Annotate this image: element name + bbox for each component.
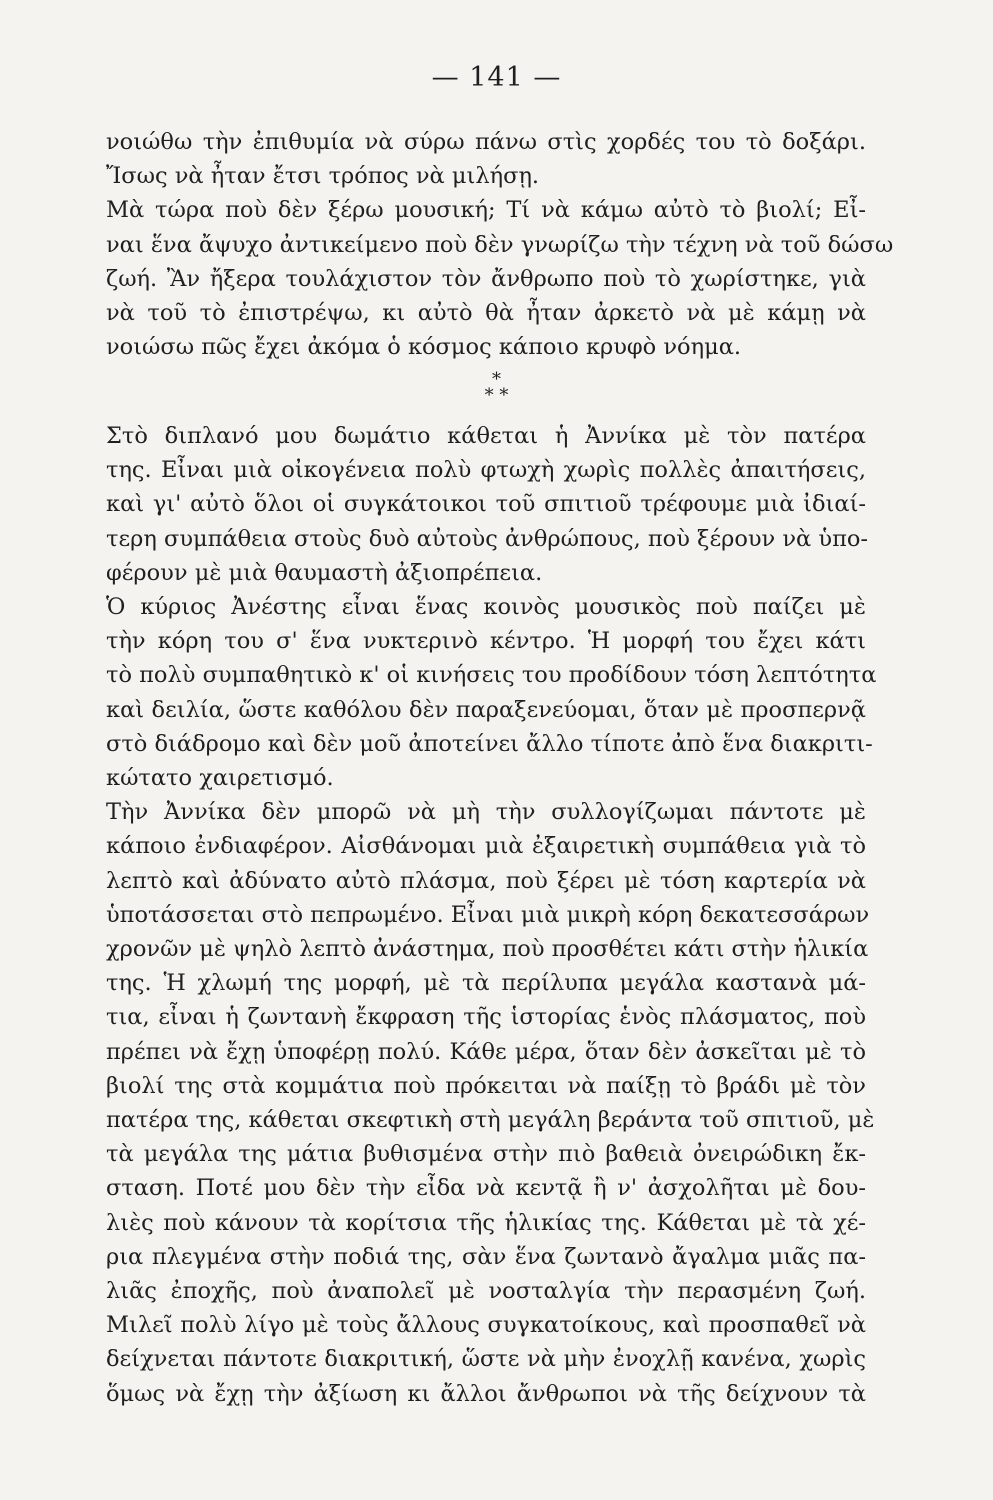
paragraph-5-line-7: τια, εἶναι ἡ ζωντανὴ ἔκφραση τῆς ἱστορίας ἑνὸς πλάσματος, ποὺ [106, 1004, 866, 1031]
paragraph-5-line-13: λιὲς ποὺ κάνουν τὰ κορίτσια τῆς ἡλικίας της. Κάθεται μὲ τὰ χέ- [106, 1209, 866, 1236]
paragraph-5-line-8: πρέπει νὰ ἔχῃ ὑποφέρῃ πολύ. Κάθε μέρα, ὅταν δὲν ἀσκεῖται μὲ τὸ [106, 1038, 866, 1065]
paragraph-5-line-6: της. Ἡ χλωμή της μορφή, μὲ τὰ περίλυπα μεγάλα καστανὰ μά- [106, 970, 866, 997]
paragraph-2-line-1: Μὰ τώρα ποὺ δὲν ξέρω μουσική; Τί νὰ κάμω αὐτὸ τὸ βιολί; Εἶ- [106, 197, 866, 224]
separator-row-2: * * [484, 385, 509, 406]
paragraph-5-line-10: πατέρα της, κάθεται σκεφτικὴ στὴ μεγάλη βεράντα τοῦ σπιτιοῦ, μὲ [106, 1107, 875, 1134]
paragraph-5-line-14: ρια πλεγμένα στὴν ποδιά της, σὰν ἕνα ζωντανὸ ἄγαλμα μιᾶς πα- [106, 1243, 866, 1270]
separator-row-1: * [492, 369, 501, 390]
paragraph-5-line-11: τὰ μεγάλα της μάτια βυθισμένα στὴν πιὸ βαθειὰ ὀνειρώδικη ἔκ- [106, 1141, 866, 1168]
paragraph-4-line-6: κώτατο χαιρετισμό. [106, 765, 334, 792]
paragraph-4-line-3: τὸ πολὺ συμπαθητικὸ κ' οἱ κινήσεις του προδίδουν τόση λεπτότητα [106, 662, 877, 689]
paragraph-4 [106, 590, 877, 795]
paragraph-3-line-5: φέρουν μὲ μιὰ θαυμαστὴ ἀξιοπρέπεια. [106, 559, 543, 586]
paragraph-5-line-4: ὑποτάσσεται στὸ πεπρωμένο. Εἶναι μιὰ μικρὴ κόρη δεκατεσσάρων [106, 901, 870, 928]
paragraph-5-line-12: σταση. Ποτέ μου δὲν τὴν εἶδα νὰ κεντᾷ ἢ ν' ἀσχολῆται μὲ δου- [106, 1175, 866, 1202]
paragraph-5-line-5: χρονῶν μὲ ψηλὸ λεπτὸ ἀνάστημα, ποὺ προσθέτει κάτι στὴν ἡλικία [106, 936, 869, 963]
paragraph-3-line-1: Στὸ διπλανό μου δωμάτιο κάθεται ἡ Ἀννίκα μὲ τὸν πατέρα [106, 423, 866, 449]
paragraph-4-line-5: στὸ διάδρομο καὶ δὲν μοῦ ἀποτείνει ἄλλο τίποτε ἀπὸ ἕνα διακριτι- [106, 730, 873, 757]
paragraph-5-line-2: κάποιο ἐνδιαφέρον. Αἰσθάνομαι μιὰ ἐξαιρετικὴ συμπάθεια γιὰ τὸ [106, 833, 866, 860]
paragraph-1-line-1: νοιώθω τὴν ἐπιθυμία νὰ σύρω πάνω στὶς χορδές του τὸ δοξάρι. [106, 129, 866, 155]
paragraph-1-line-2: Ἴσως νὰ ἦταν ἔτσι τρόπος νὰ μιλήσῃ. [106, 163, 540, 190]
paragraph-5-line-1: Τὴν Ἀννίκα δὲν μπορῶ νὰ μὴ τὴν συλλογίζωμαι πάντοτε μὲ [106, 799, 866, 826]
paragraph-5-line-3: λεπτὸ καὶ ἀδύνατο αὐτὸ πλάσμα, ποὺ ξέρει μὲ τόση καρτερία νὰ [106, 867, 866, 894]
paragraph-5-line-9: βιολί της στὰ κομμάτια ποὺ πρόκειται νὰ παίξῃ τὸ βράδι μὲ τὸν [106, 1072, 866, 1099]
paragraph-4-line-1: Ὁ κύριος Ἀνέστης εἶναι ἕνας κοινὸς μουσικὸς ποὺ παίζει μὲ [106, 594, 866, 621]
paragraph-2-line-3: ζωή. Ἂν ἤξερα τουλάχιστον τὸν ἄνθρωπο ποὺ τὸ χωρίστηκε, γιὰ [106, 265, 866, 292]
paragraph-3 [106, 419, 869, 590]
paragraph-2-line-2: ναι ἕνα ἄψυχο ἀντικείμενο ποὺ δὲν γνωρίζω τὴν τέχνη νὰ τοῦ δώσω [106, 231, 894, 258]
paragraph-3-line-4: τερη συμπάθεια στοὺς δυὸ αὐτοὺς ἀνθρώπους, ποὺ ξέρουν νὰ ὑπο- [106, 525, 869, 552]
paragraph-4-line-4: καὶ δειλία, ὥστε καθόλου δὲν παραξενεύομαι, ὅταν μὲ προσπερνᾷ [106, 696, 866, 723]
paragraph-2 [106, 193, 894, 364]
paragraph-4-line-2: τὴν κόρη του σ' ἕνα νυκτερινὸ κέντρο. Ἡ μορφή του ἔχει κάτι [106, 628, 866, 655]
paragraph-5-line-18: ὅμως νὰ ἔχῃ τὴν ἀξίωση κι ἄλλοι ἄνθρωποι νὰ τῆς δείχνουν τὰ [106, 1380, 866, 1407]
paragraph-5-line-17: δείχνεται πάντοτε διακριτική, ὥστε νὰ μὴν ἐνοχλῇ κανένα, χωρὶς [106, 1346, 866, 1373]
text-before-separator [106, 125, 894, 364]
paragraph-3-line-2: της. Εἶναι μιὰ οἰκογένεια πολὺ φτωχὴ χωρὶς πολλὲς ἀπαιτήσεις, [106, 457, 866, 484]
text-after-separator [106, 419, 877, 1411]
page-number: — 141 — [431, 62, 562, 93]
paragraph-5-line-16: Μιλεῖ πολὺ λίγο μὲ τοὺς ἄλλους συγκατοίκους, καὶ προσπαθεῖ νὰ [106, 1312, 866, 1339]
section-separator [0, 369, 993, 406]
paragraph-3-line-3: καὶ γι' αὐτὸ ὅλοι οἱ συγκάτοικοι τοῦ σπιτιοῦ τρέφουμε μιὰ ἰδιαί- [106, 491, 866, 518]
paragraph-2-line-5: νοιώσω πῶς ἔχει ἀκόμα ὁ κόσμος κάποιο κρυφὸ νόημα. [106, 334, 742, 361]
paragraph-1 [106, 125, 866, 193]
paragraph-5 [106, 795, 875, 1411]
paragraph-5-line-15: λιᾶς ἐποχῆς, ποὺ ἀναπολεῖ μὲ νοσταλγία τὴν περασμένη ζωή. [106, 1278, 866, 1305]
paragraph-2-line-4: νὰ τοῦ τὸ ἐπιστρέψω, κι αὐτὸ θὰ ἦταν ἀρκετὸ νὰ μὲ κάμῃ νὰ [106, 300, 866, 327]
